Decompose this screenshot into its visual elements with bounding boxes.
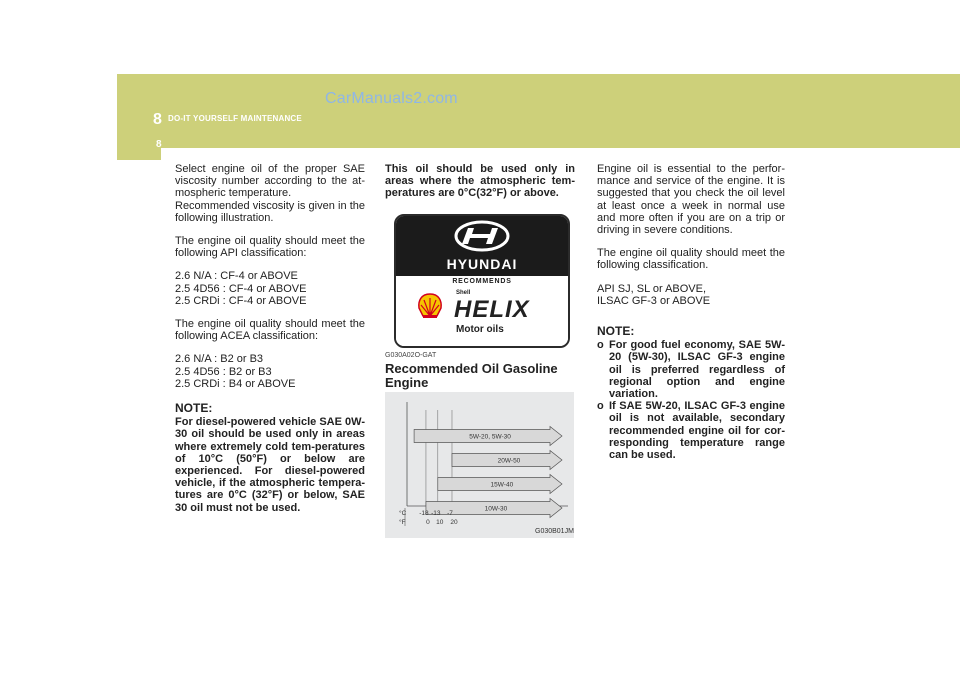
- list-item: 2.5 4D56 : B2 or B3: [175, 365, 272, 378]
- figure-code: G030B01JM: [535, 528, 574, 535]
- list-item: 2.6 N/A : CF-4 or ABOVE: [175, 270, 298, 283]
- middle-column: [385, 163, 575, 200]
- section-title: Recommended Oil Gasoline Engine: [385, 361, 558, 390]
- list-item: 2.5 4D56 : CF-4 or ABOVE: [175, 282, 307, 295]
- product-name: HELIX: [454, 296, 530, 323]
- header-band: [117, 74, 960, 148]
- note-heading: NOTE:: [175, 401, 213, 416]
- celsius-unit-label: °C: [399, 510, 407, 517]
- viscosity-chart-svg: [385, 392, 574, 538]
- recommends-label: RECOMMENDS: [452, 278, 512, 285]
- right-note-heading: NOTE:: [597, 324, 635, 339]
- note-text: If SAE 5W-20, ILSAC GF-3 engine oil is not available, secondary recommended engine oil for cor-responding temperature range can be used.: [609, 400, 785, 462]
- fahrenheit-unit-label: °F: [399, 519, 406, 526]
- celsius-tick-label: -13: [431, 510, 441, 517]
- list-item: 2.5 CRDi : CF-4 or ABOVE: [175, 294, 307, 307]
- right-note-list: [597, 339, 785, 461]
- fahrenheit-tick-label: 0: [426, 519, 430, 526]
- recommended-text: Recommended viscosity is given in the following illustration.: [175, 199, 365, 224]
- page-number: 8: [156, 139, 162, 150]
- fahrenheit-tick-label: 20: [450, 519, 458, 526]
- note-item: [597, 400, 785, 461]
- bar-label: 10W-30: [484, 505, 508, 513]
- bullet: o: [597, 339, 604, 352]
- list-item: 2.6 N/A : B2 or B3: [175, 353, 264, 366]
- viscosity-chart: [385, 392, 574, 538]
- bullet: o: [597, 400, 604, 413]
- brand-name: HYUNDAI: [446, 256, 518, 272]
- bar-label: 15W-40: [490, 481, 514, 489]
- chapter-number: 8: [153, 111, 162, 128]
- list-item: ILSAC GF-3 or ABOVE: [597, 294, 711, 307]
- list-item: API SJ, SL or ABOVE,: [597, 282, 707, 295]
- celsius-tick-label: -18: [419, 510, 429, 517]
- note-text: For good fuel economy, SAE 5W-20 (5W-30), ILSAC GF-3 engine oil is preferred regardless of regional option and engine variation.: [609, 339, 785, 401]
- chapter-title: DO-IT YOURSELF MAINTENANCE: [168, 114, 302, 123]
- left-column: [175, 163, 365, 514]
- fahrenheit-tick-label: 10: [436, 519, 444, 526]
- product-brand: Shell: [456, 290, 471, 296]
- oil-brand-logo: [394, 214, 570, 348]
- acea-list: [175, 353, 365, 390]
- right-intro: Engine oil is essential to the perfor-mance and service of the engine. It is suggested that you check the oil level at least once a week in normal use and more often if you are on a trip or driving in severe conditions.: [597, 163, 785, 237]
- logo-dark-panel: [396, 216, 568, 276]
- section-code: G030A02O-GAT: [385, 352, 437, 359]
- watermark: CarManuals2.com: [325, 90, 458, 107]
- note-body: For diesel-powered vehicle SAE 0W-30 oil should be used only in areas where extremely cold tem-peratures of 10°C (50°F) or below are experienced. For diesel-powered vehicle, if the atmospheric tempera-tures are 0°C (32°F) or below, SAE 30 oil must not be used.: [175, 416, 365, 514]
- temperature-warning: This oil should be used only in areas where the atmospheric tem-peratures are 0°C(32°F) or above.: [385, 163, 575, 200]
- api-intro: The engine oil quality should meet the following API classification:: [175, 235, 365, 260]
- bar-label: 20W-50: [497, 457, 521, 465]
- quality-intro: The engine oil quality should meet the following classification.: [597, 247, 785, 272]
- page-tab: [117, 148, 161, 160]
- classification-list: [597, 283, 785, 307]
- shell-icon: [416, 292, 444, 320]
- api-list: [175, 270, 365, 307]
- list-item: 2.5 CRDi : B4 or ABOVE: [175, 377, 296, 390]
- note-item: [597, 339, 785, 400]
- right-column: [597, 163, 785, 461]
- intro-text: Select engine oil of the proper SAE viscosity number according to the at-mospheric temperature.: [175, 163, 365, 200]
- bar-label: 5W-20, 5W-30: [469, 433, 511, 441]
- celsius-tick-label: -7: [447, 510, 453, 517]
- intro-paragraph: [175, 163, 365, 224]
- acea-intro: The engine oil quality should meet the following ACEA classification:: [175, 318, 365, 343]
- product-sub: Motor oils: [456, 324, 504, 335]
